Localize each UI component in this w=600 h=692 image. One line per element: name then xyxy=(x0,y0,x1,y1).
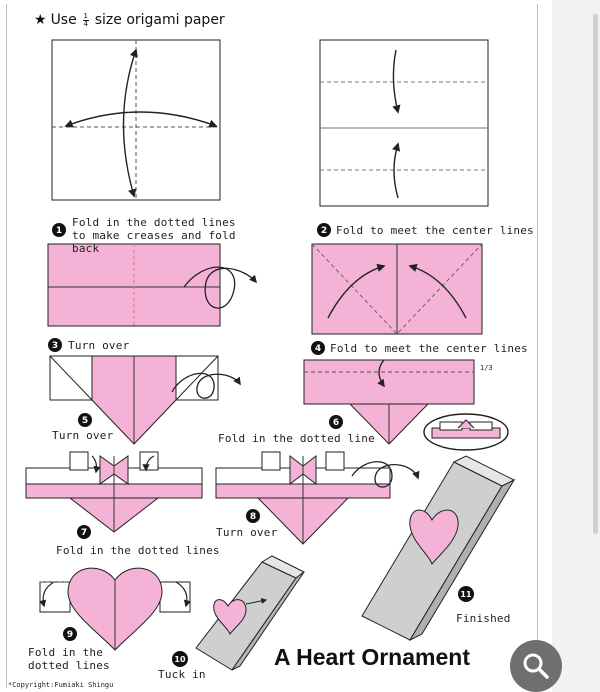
step9-heart xyxy=(40,568,190,650)
step7-shape xyxy=(26,452,202,532)
step8-number: 8 xyxy=(249,512,257,522)
step3-label: Turn over xyxy=(68,339,130,352)
step1-label: Fold in the dotted lines to make creases and fold back xyxy=(72,216,236,255)
step10-number: 10 xyxy=(174,655,186,664)
step9-number: 9 xyxy=(66,630,74,640)
header-suffix: size origami paper xyxy=(94,12,225,28)
diagram-title: A Heart Ornament xyxy=(274,644,470,670)
header-prefix: Use xyxy=(50,12,77,28)
step4-rect xyxy=(312,244,482,334)
step2-square xyxy=(320,40,488,206)
step11-number: 11 xyxy=(460,590,472,599)
step4-fraction: 1/3 xyxy=(480,364,493,372)
step1-square xyxy=(52,40,220,200)
fraction-numerator: 1 xyxy=(83,11,88,20)
step4-number: 4 xyxy=(314,344,322,354)
fraction-denominator: 4 xyxy=(83,19,88,28)
step1-number: 1 xyxy=(55,226,63,236)
step5-label: Turn over xyxy=(52,429,114,442)
step9-label: Fold in the dotted lines xyxy=(28,646,110,672)
step8-label: Turn over xyxy=(216,526,278,539)
step4-label: Fold to meet the center lines xyxy=(330,342,528,355)
step2-label: Fold to meet the center lines xyxy=(336,224,534,237)
step6-label: Fold in the dotted line xyxy=(218,432,375,445)
magnifier-icon xyxy=(521,651,551,681)
step6-number: 6 xyxy=(332,418,340,428)
step3-rect xyxy=(48,244,256,326)
step7-number: 7 xyxy=(80,528,88,538)
star-icon: ★ xyxy=(34,12,47,28)
step2-number: 2 xyxy=(320,226,328,236)
step10-label: Tuck in xyxy=(158,668,206,681)
step11-label: Finished xyxy=(456,612,511,625)
copyright-text: *Copyright:Fumiaki Shingu xyxy=(8,681,114,689)
image-search-button[interactable] xyxy=(510,640,562,692)
step7-label: Fold in the dotted lines xyxy=(56,544,220,557)
step5-number: 5 xyxy=(81,416,89,426)
step3-number: 3 xyxy=(51,341,59,351)
